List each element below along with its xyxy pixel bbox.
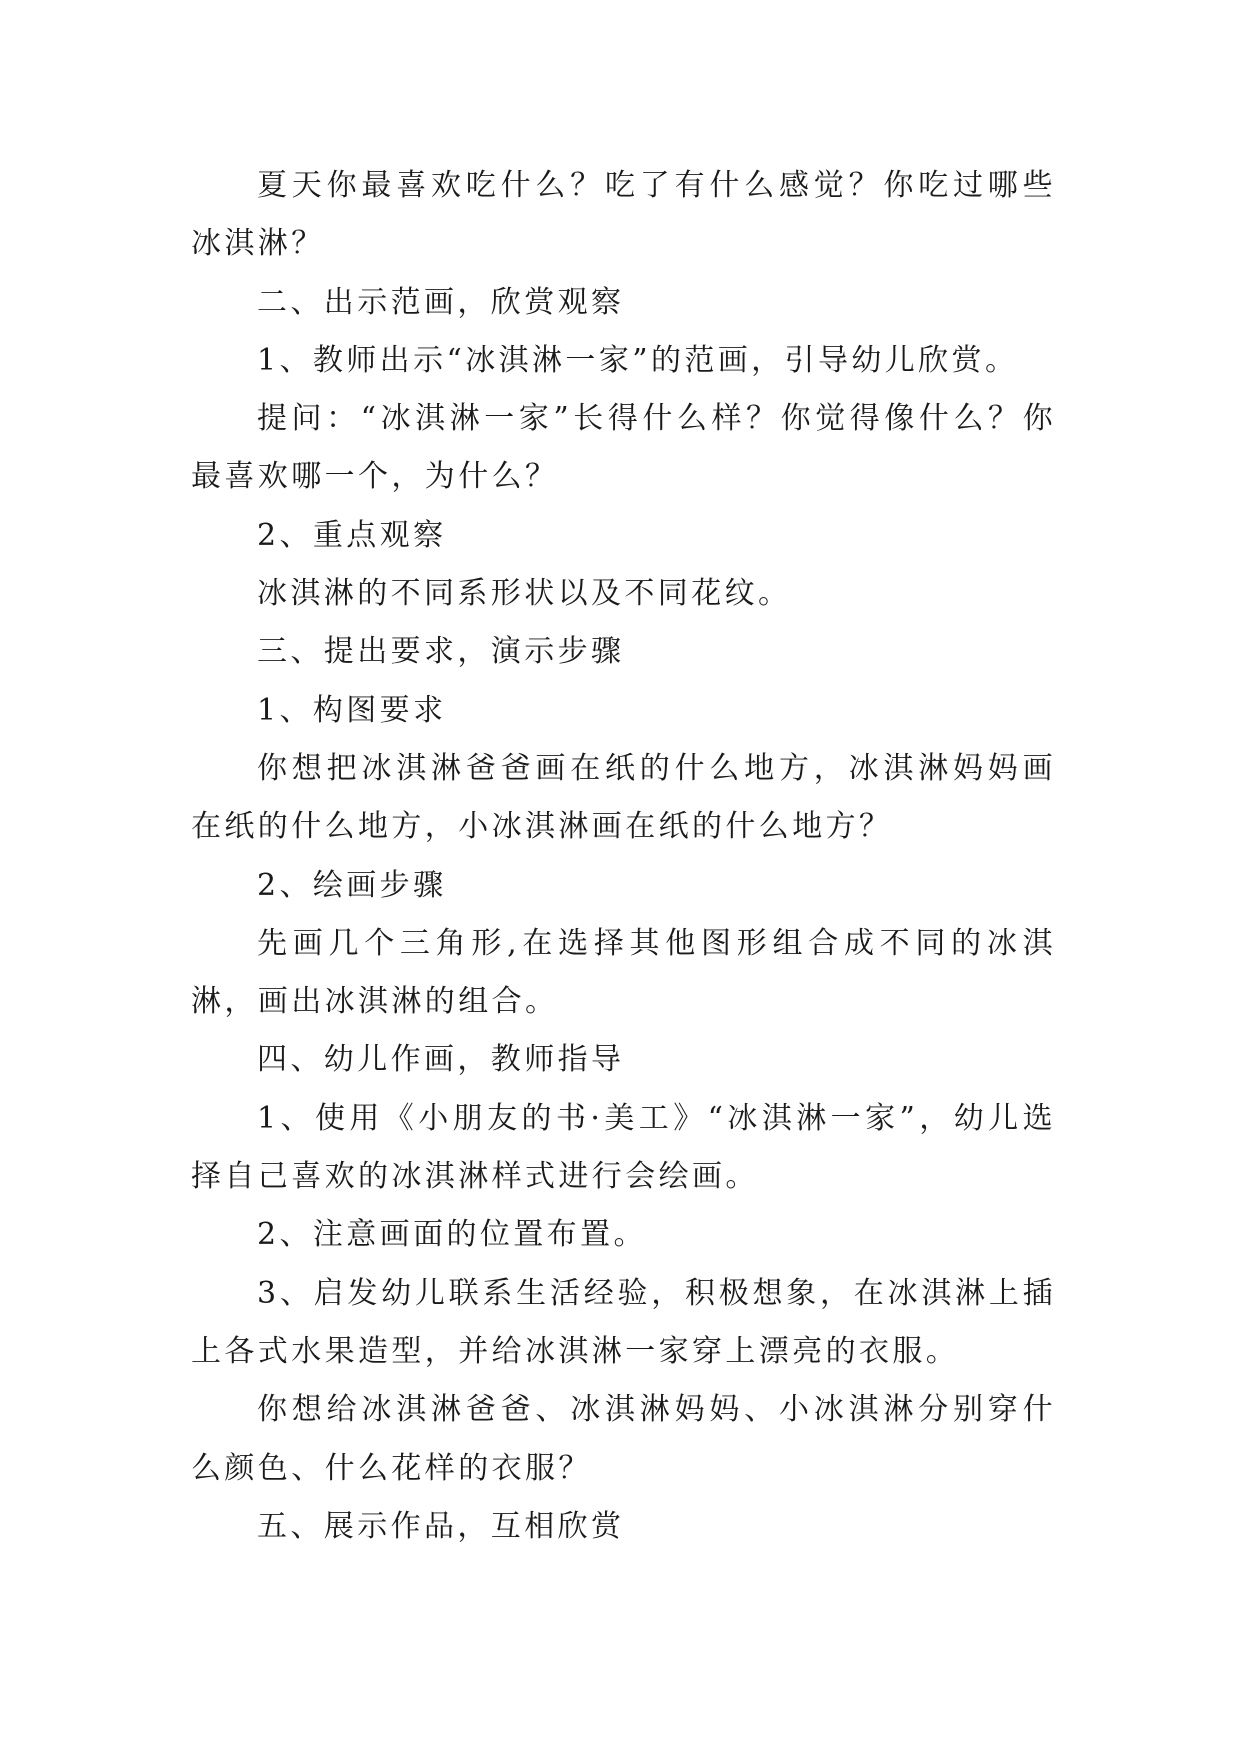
paragraph-4-3: 3、启发幼儿联系生活经验，积极想象，在冰淇淋上插上各式水果造型，并给冰淇淋一家穿上漂亮的衣服。 xyxy=(191,1275,1056,1369)
paragraph-4-question: 你想给冰淇淋爸爸、冰淇淋妈妈、小冰淇淋分别穿什么颜色、什么花样的衣服？ xyxy=(191,1392,1056,1486)
section-heading-4: 四、幼儿作画，教师指导 xyxy=(257,1042,625,1078)
paragraph-2-question: 提问：“冰淇淋一家”长得什么样？你觉得像什么？你最喜欢哪一个，为什么？ xyxy=(191,401,1056,495)
paragraph-3-2: 2、绘画步骤 xyxy=(257,867,447,903)
paragraph-2-1: 1、教师出示“冰淇淋一家”的范画，引导幼儿欣赏。 xyxy=(257,342,1019,378)
paragraph-3-2-detail: 先画几个三角形,在选择其他图形组合成不同的冰淇淋，画出冰淇淋的组合。 xyxy=(191,925,1056,1020)
section-heading-5: 五、展示作品，互相欣赏 xyxy=(257,1508,625,1544)
paragraph-2-2: 2、重点观察 xyxy=(257,517,447,553)
paragraph-intro-question: 夏天你最喜欢吃什么？吃了有什么感觉？你吃过哪些冰淇淋？ xyxy=(191,168,1056,262)
paragraph-2-2-detail: 冰淇淋的不同系形状以及不同花纹。 xyxy=(257,576,792,612)
section-heading-2: 二、出示范画，欣赏观察 xyxy=(257,284,625,320)
paragraph-4-2: 2、注意画面的位置布置。 xyxy=(257,1217,647,1253)
paragraph-3-1: 1、构图要求 xyxy=(257,692,447,728)
paragraph-3-1-detail: 你想把冰淇淋爸爸画在纸的什么地方，冰淇淋妈妈画在纸的什么地方，小冰淇淋画在纸的什么地方？ xyxy=(191,750,1056,845)
paragraph-4-1: 1、使用《小朋友的书·美工》“冰淇淋一家”，幼儿选择自己喜欢的冰淇淋样式进行会绘画。 xyxy=(191,1100,1056,1195)
section-heading-3: 三、提出要求，演示步骤 xyxy=(257,634,625,670)
document-body xyxy=(191,157,1056,1556)
